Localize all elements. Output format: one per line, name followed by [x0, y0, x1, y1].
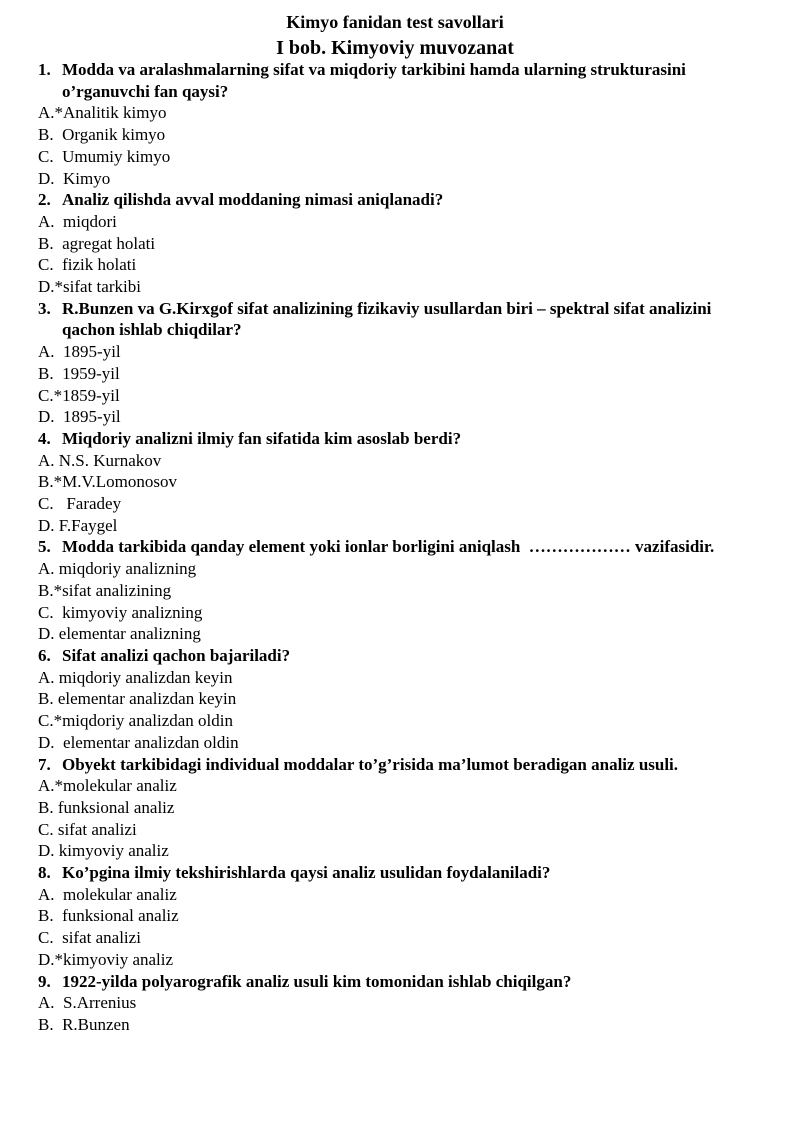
answer-option: A.*molekular analiz — [38, 776, 177, 796]
answer-option: A. miqdoriy analizning — [38, 559, 197, 579]
answer-option: D. kimyoviy analiz — [38, 841, 169, 861]
question-item — [38, 971, 758, 1036]
answer-option: B. 1959-yil — [38, 363, 120, 383]
answer-option: D. 1895-yil — [38, 407, 121, 427]
answer-option: D. elementar analizning — [38, 624, 201, 644]
answer-option: A. molekular analiz — [38, 884, 177, 904]
answer-option: B. agregat holati — [38, 233, 156, 253]
answer-option: B.*sifat analizining — [38, 580, 172, 600]
answer-option: A. miqdoriy analizdan keyin — [38, 667, 233, 687]
question-number: 3. — [38, 298, 51, 318]
question-number: 1. — [38, 60, 51, 79]
question-item — [38, 298, 758, 428]
question-text: Modda va aralashmalarning sifat va miqdoriy tarkibini hamda ularning strukturasini o’rganuvchi fan qaysi? — [62, 60, 691, 101]
question-text: Sifat analizi qachon bajariladi? — [62, 645, 291, 665]
answer-option: A. S.Arrenius — [38, 993, 137, 1013]
answer-option: B. elementar analizdan keyin — [38, 689, 237, 709]
question-stem — [38, 298, 758, 341]
answer-option: A. miqdori — [38, 211, 117, 231]
question-number: 6. — [38, 645, 51, 665]
answer-option: C. fizik holati — [38, 255, 137, 275]
question-stem — [38, 536, 758, 558]
question-stem — [38, 59, 758, 102]
question-stem — [38, 971, 758, 993]
answer-option: A. N.S. Kurnakov — [38, 450, 162, 470]
answer-option: B. funksional analiz — [38, 797, 175, 817]
question-number: 9. — [38, 971, 51, 991]
answer-option: D. Kimyo — [38, 168, 111, 188]
answer-option: B.*M.V.Lomonosov — [38, 472, 178, 492]
answer-option: C.*miqdoriy analizdan oldin — [38, 711, 233, 731]
question-number: 4. — [38, 428, 51, 448]
chapter-title: I bob. Kimyoviy muvozanat — [276, 37, 514, 59]
answer-option: A.*Analitik kimyo — [38, 103, 167, 123]
answer-option: C. Faradey — [38, 494, 122, 514]
answer-option: C.*1859-yil — [38, 385, 120, 405]
question-number: 8. — [38, 863, 51, 883]
answer-option: C. sifat analizi — [38, 928, 141, 948]
answer-option: B. Organik kimyo — [38, 125, 166, 145]
question-item — [38, 645, 758, 754]
question-number: 7. — [38, 754, 51, 774]
question-text: Ko’pgina ilmiy tekshirishlarda qaysi analiz usulidan foydalaniladi? — [62, 863, 551, 883]
question-number: 2. — [38, 190, 51, 210]
question-stem — [38, 189, 758, 211]
question-number: 5. — [38, 537, 51, 557]
question-item — [38, 754, 758, 863]
answer-option: B. R.Bunzen — [38, 1014, 130, 1034]
question-item — [38, 536, 758, 645]
document-title: Kimyo fanidan test savollari — [286, 12, 504, 32]
answer-option: C. kimyoviy analizning — [38, 602, 203, 622]
question-text: R.Bunzen va G.Kirxgof sifat analizining fizikaviy usullardan biri – spektral sifat analizini qachon ishlab chiqdilar? — [62, 298, 716, 340]
question-stem — [38, 754, 758, 776]
answer-option: D.*sifat tarkibi — [38, 277, 141, 297]
answer-option: A. 1895-yil — [38, 342, 121, 362]
answer-option: B. funksional analiz — [38, 906, 179, 926]
question-item — [38, 59, 758, 189]
question-text: 1922-yilda polyarografik analiz usuli kim tomonidan ishlab chiqilgan? — [62, 971, 572, 991]
question-text: Obyekt tarkibidagi individual moddalar to’g’risida ma’lumot beradigan analiz usuli. — [62, 754, 679, 774]
answer-option: D.*kimyoviy analiz — [38, 949, 174, 969]
question-stem — [38, 862, 758, 884]
answer-option: D. elementar analizdan oldin — [38, 732, 239, 752]
answer-option: C. Umumiy kimyo — [38, 146, 171, 166]
answer-option: D. F.Faygel — [38, 515, 118, 535]
question-item — [38, 428, 758, 537]
question-text: Miqdoriy analizni ilmiy fan sifatida kim asoslab berdi? — [62, 428, 462, 448]
question-item — [38, 189, 758, 298]
question-stem — [38, 428, 758, 450]
question-item — [38, 862, 758, 971]
question-text: Modda tarkibida qanday element yoki ionlar borligini aniqlash ……………… vazifasidir. — [62, 537, 715, 557]
question-stem — [38, 645, 758, 667]
question-list — [38, 59, 758, 1036]
answer-option: C. sifat analizi — [38, 819, 137, 839]
question-text: Analiz qilishda avval moddaning nimasi aniqlanadi? — [62, 190, 444, 210]
